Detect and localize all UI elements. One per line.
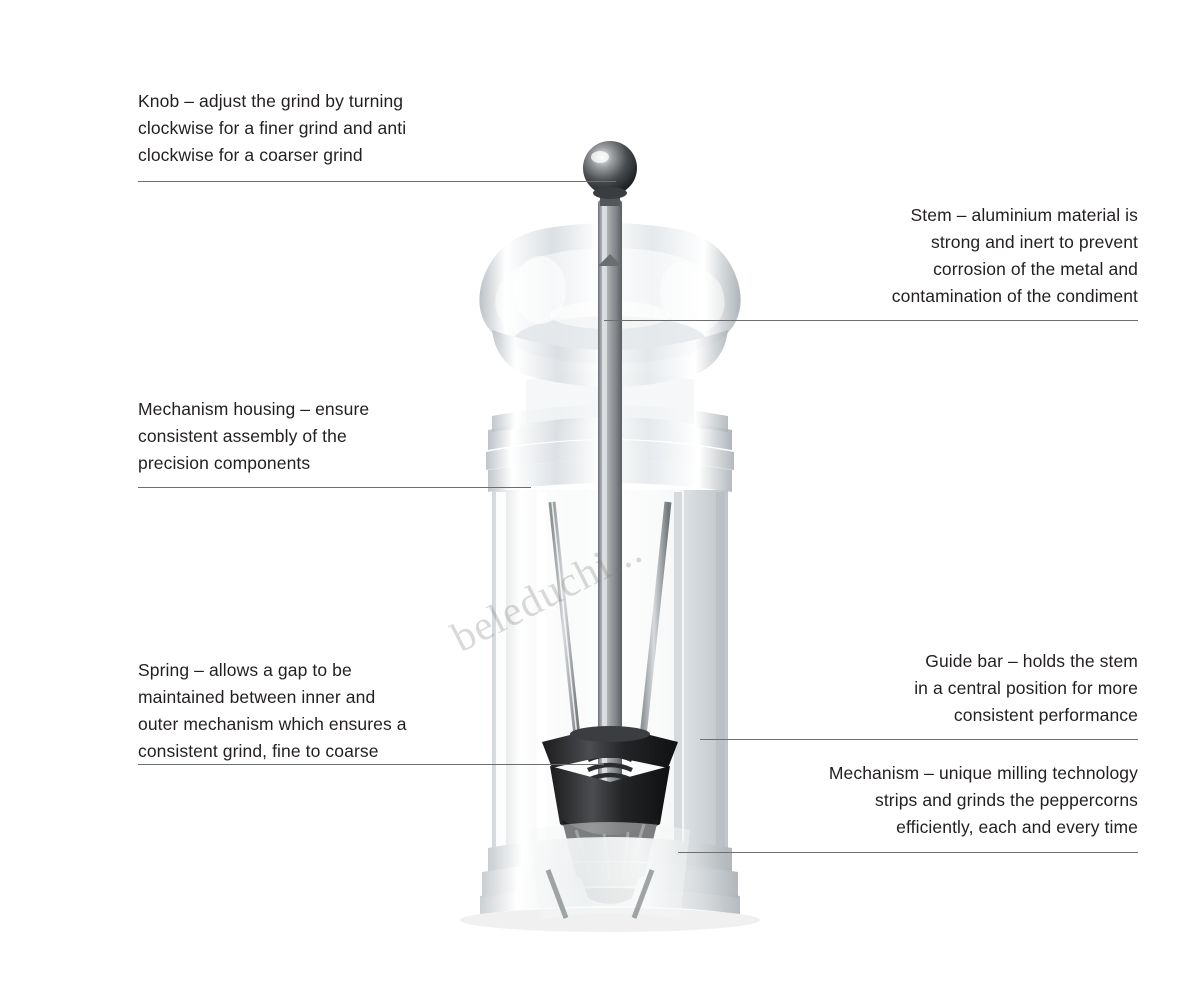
- callout-knob-line-1: Knob – adjust the grind by turning: [138, 91, 404, 111]
- leader-stem: [604, 320, 1138, 321]
- callout-guide-bar-line-1: Guide bar – holds the stem: [925, 651, 1138, 671]
- knob: [583, 141, 637, 206]
- callout-stem-line-4: contamination of the condiment: [891, 286, 1138, 307]
- callout-guide-bar-line-2: in a central position for more: [914, 678, 1138, 699]
- callout-guide-bar: [778, 648, 1138, 729]
- callout-knob-line-3: clockwise for a coarser grind: [138, 145, 363, 166]
- callout-spring-line-2: maintained between inner and: [138, 687, 376, 708]
- callout-mechanism-line-2: strips and grinds the peppercorns: [874, 790, 1138, 811]
- callout-spring: [138, 657, 488, 766]
- callout-knob-line-2: clockwise for a finer grind and anti: [138, 118, 407, 139]
- callout-stem: [768, 202, 1138, 311]
- callout-housing-line-3: precision components: [138, 453, 311, 474]
- leader-mechanism: [678, 852, 1138, 853]
- callout-housing-line-1: Mechanism housing – ensure: [138, 399, 370, 419]
- callout-mechanism-line-1: Mechanism – unique milling technology: [828, 763, 1138, 783]
- callout-mechanism: [718, 760, 1138, 841]
- callout-spring-line-4: consistent grind, fine to coarse: [138, 741, 379, 762]
- leader-knob: [138, 181, 616, 182]
- leader-mechanism-housing: [138, 487, 531, 488]
- callout-spring-line-1: Spring – allows a gap to be: [138, 660, 352, 680]
- stem: [598, 200, 622, 860]
- watermark: beleduchi...: [444, 526, 650, 662]
- callout-mechanism-housing: [138, 396, 458, 477]
- callout-knob: [138, 88, 468, 169]
- leader-guide-bar: [700, 739, 1138, 740]
- callout-guide-bar-line-3: consistent performance: [953, 705, 1138, 726]
- callout-housing-line-2: consistent assembly of the: [138, 426, 347, 447]
- callout-stem-line-1: Stem – aluminium material is: [910, 205, 1138, 225]
- callout-mechanism-line-3: efficiently, each and every time: [896, 817, 1138, 838]
- callout-spring-line-3: outer mechanism which ensures a: [138, 714, 407, 735]
- callout-stem-line-2: strong and inert to prevent: [931, 232, 1138, 253]
- callout-stem-line-3: corrosion of the metal and: [933, 259, 1138, 280]
- leader-spring: [138, 764, 604, 765]
